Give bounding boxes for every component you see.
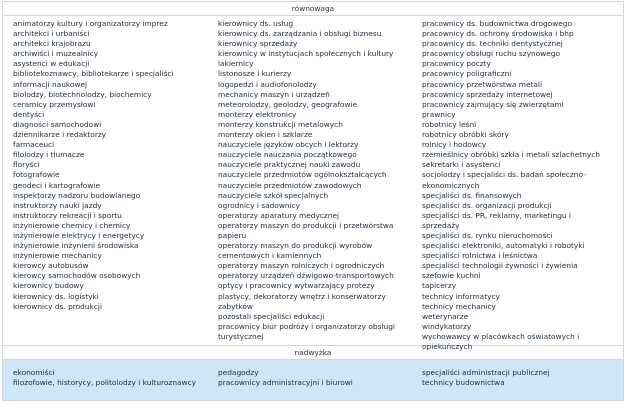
occupation-link[interactable]: operatorzy aparatury medycznej [218,210,340,220]
occupation-link[interactable]: fotografowie [13,170,60,180]
occupation-link[interactable]: technicy budownictwa [422,378,505,388]
occupation-link[interactable]: dentyści [13,109,45,119]
occupation-link[interactable]: specjaliści ds. organizacji produkcji [422,200,552,210]
occupation-link[interactable]: floryści [13,160,40,170]
occupation-link[interactable]: technicy mechanicy [422,301,496,311]
balance-column-2 [218,19,422,352]
surplus-section [3,360,623,400]
occupation-link[interactable]: dziennikarze i redaktorzy [13,130,107,140]
occupation-link[interactable]: nauczyciele nauczania początkowego [218,150,357,160]
occupation-link[interactable]: pracownicy przetwórstwa metali [422,79,543,89]
occupation-link[interactable]: pracownicy ds. techniki dentystycznej [422,39,563,49]
occupation-link[interactable]: pracownicy poligraficzni [422,69,512,79]
occupation-link[interactable]: kierowcy samochodów osobowych [13,271,141,281]
occupation-link[interactable]: diagności samochodowi [13,119,102,129]
occupation-link[interactable]: pracownicy biur podróży i organizatorzy obsługi turystycznej [218,321,395,341]
occupation-link[interactable]: ogrodnicy i sadownicy [218,200,301,210]
occupation-link[interactable]: kierownicy sprzedaży [218,39,298,49]
occupation-link[interactable]: kierownicy budowy [13,281,84,291]
occupation-link[interactable]: operatorzy maszyn do produkcji i przetwórstwa papieru [218,220,394,240]
occupation-link[interactable]: asystenci w edukacji [13,59,90,69]
occupation-link[interactable]: inżynierowie chemicy i chemicy [13,220,131,230]
occupation-link[interactable]: pracownicy poczty [422,59,491,69]
occupation-link[interactable]: plastycy, dekoratorzy wnętrz i konserwatorzy zabytków [218,291,386,311]
occupation-link[interactable]: specjaliści ds. PR, reklamy, marketingu i sprzedaży [422,210,571,230]
occupation-link[interactable]: tapicerzy [422,281,457,291]
surplus-columns [13,368,623,388]
occupation-link[interactable]: nauczyciele szkół specjalnych [218,190,329,200]
occupation-link[interactable]: specjaliści technologii żywności i żywienia [422,261,578,271]
balance-column-3 [422,19,617,352]
surplus-column-2 [218,368,422,388]
occupation-link[interactable]: specjaliści administracji publicznej [422,368,550,377]
occupation-link[interactable]: architekci i urbaniści [13,29,90,39]
occupation-link[interactable]: pracownicy sprzedaży internetowej [422,89,553,99]
occupation-link[interactable]: mechanicy maszyn i urządzeń [218,89,330,99]
occupation-link[interactable]: farmaceuci [13,140,55,150]
occupation-link[interactable]: rolnicy i hodowcy [422,140,487,150]
occupation-link[interactable]: ekonomiści [13,368,55,377]
surplus-column-3 [422,368,617,388]
occupation-link[interactable]: instruktorzy nauki jazdy [13,200,102,210]
occupation-link[interactable]: pracownicy ds. budownictwa drogowego [422,19,573,28]
occupation-link[interactable]: technicy informatycy [422,291,500,301]
occupation-link[interactable]: pracownicy zajmujący się zwierzętami [422,99,564,109]
occupation-balance-panel [2,1,624,401]
occupation-link[interactable]: pracownicy administracyjni i biurowi [218,378,353,388]
occupation-link[interactable]: nauczyciele przedmiotów zawodowych [218,180,362,190]
occupation-link[interactable]: ceramicy przemysłowi [13,99,96,109]
occupation-link[interactable]: sekretarki i asystenci [422,160,501,170]
occupation-link[interactable]: wychowawcy w placówkach oświatowych i opiekuńczych [422,331,580,351]
occupation-link[interactable]: animatorzy kultury i organizatorzy imprez [13,19,168,28]
occupation-link[interactable]: bibliotekoznawcy, bibliotekarze i specjaliści informacji naukowej [13,69,174,89]
occupation-link[interactable]: kierownicy ds. zarządzania i obsługi biznesu [218,29,382,39]
occupation-link[interactable]: kierownicy ds. usług [218,19,294,28]
occupation-link[interactable]: specjaliści elektroniki, automatyki i robotyki [422,241,585,251]
occupation-link[interactable]: archiwiści i muzealnicy [13,49,99,59]
occupation-link[interactable]: operatorzy maszyn rolniczych i ogrodniczych [218,261,385,271]
occupation-link[interactable]: lakiernicy [218,59,254,69]
balance-column-1 [13,19,218,352]
occupation-link[interactable]: kierowcy autobusów [13,261,89,271]
occupation-link[interactable]: nauczyciele przedmiotów ogólnokształcących [218,170,387,180]
occupation-link[interactable]: robotnicy leśni [422,119,477,129]
occupation-link[interactable]: optycy i pracownicy wytwarzający protezy [218,281,375,291]
occupation-link[interactable]: robotnicy obróbki skóry [422,130,509,140]
occupation-link[interactable]: szefowie kuchni [422,271,481,281]
occupation-link[interactable]: logopedzi i audiofonolodzy [218,79,317,89]
occupation-link[interactable]: operatorzy maszyn do produkcji wyrobów cementowych i kamiennych [218,241,373,261]
occupation-link[interactable]: rzemieślnicy obróbki szkła i metali szlachetnych [422,150,601,160]
occupation-link[interactable]: monterzy konstrukcji metalowych [218,119,343,129]
occupation-link[interactable]: kierownicy w instytucjach społecznych i kultury [218,49,394,59]
occupation-link[interactable]: filolodzy i tłumacze [13,150,85,160]
balance-header: równowaga [3,2,623,16]
occupation-link[interactable]: weterynarze [422,311,469,321]
occupation-link[interactable]: inspektorzy nadzoru budowlanego [13,190,141,200]
occupation-link[interactable]: monterzy elektronicy [218,109,297,119]
occupation-link[interactable]: windykatorzy [422,321,472,331]
occupation-link[interactable]: pracownicy ds. ochrony środowiska i bhp [422,29,574,39]
balance-columns [13,19,623,352]
occupation-link[interactable]: filozofowie, historycy, politolodzy i kulturoznawcy [13,378,197,388]
occupation-link[interactable]: inżynierowie elektrycy i energetycy [13,230,145,240]
occupation-link[interactable]: kierownicy ds. produkcji [13,301,103,311]
surplus-header: nadwyżka [3,346,623,360]
balance-section [3,16,623,351]
occupation-link[interactable]: meteorolodzy, geolodzy, geografowie [218,99,358,109]
occupation-link[interactable]: listonosze i kurierzy [218,69,292,79]
occupation-link[interactable]: architekci krajobrazu [13,39,91,49]
occupation-link[interactable]: kierownicy ds. logistyki [13,291,99,301]
occupation-link[interactable]: operatorzy urządzeń dźwigowo-transportowych [218,271,394,281]
occupation-link[interactable]: geodeci i kartografowie [13,180,101,190]
occupation-link[interactable]: pracownicy obsługi ruchu szynowego [422,49,560,59]
occupation-link[interactable]: inżynierowie mechanicy [13,251,102,261]
occupation-link[interactable]: socjolodzy i specjaliści ds. badań społeczno-ekonomicznych [422,170,586,190]
occupation-link[interactable]: specjaliści rolnictwa i leśnictwa [422,251,538,261]
occupation-link[interactable]: prawnicy [422,109,456,119]
occupation-link[interactable]: inżynierowie inżynierii środowiska [13,241,139,251]
occupation-link[interactable]: pedagodzy [218,368,259,377]
surplus-column-1 [13,368,218,388]
occupation-link[interactable]: nauczyciele praktycznej nauki zawodu [218,160,361,170]
occupation-link[interactable]: specjaliści ds. rynku nieruchomości [422,230,553,240]
occupation-link[interactable]: specjaliści ds. finansowych [422,190,522,200]
occupation-link[interactable]: nauczyciele języków obcych i lektorzy [218,140,359,150]
occupation-link[interactable]: instruktorzy rekreacji i sportu [13,210,122,220]
occupation-link[interactable]: biolodzy, biotechnolodzy, biochemicy [13,89,152,99]
occupation-link[interactable]: monterzy okien i szklarze [218,130,313,140]
occupation-link[interactable]: pozostali specjaliści edukacji [218,311,325,321]
